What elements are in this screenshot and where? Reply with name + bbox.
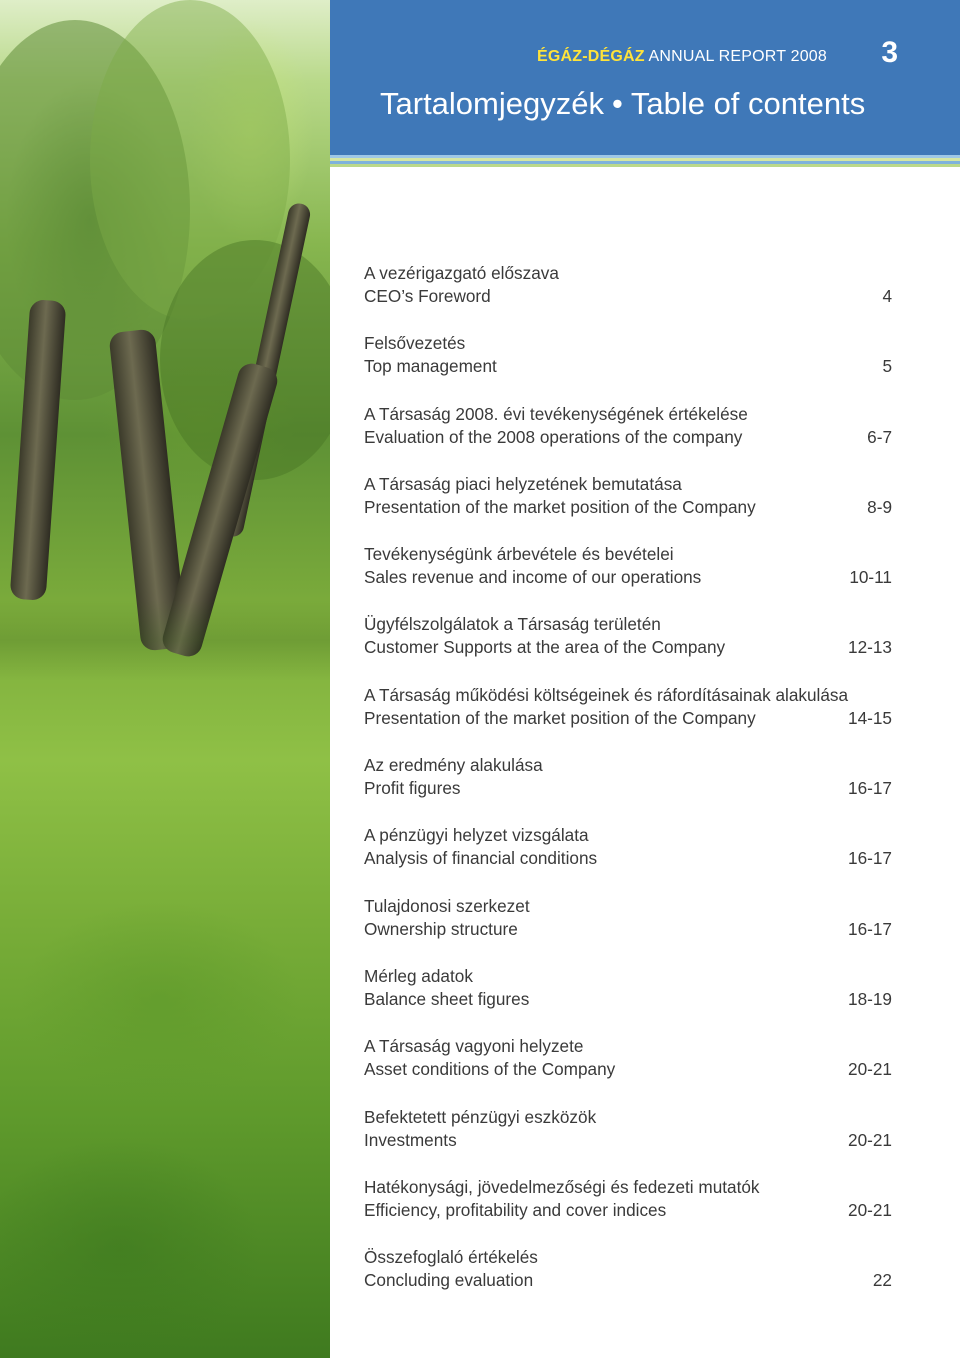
toc-entry-page: 16-17 xyxy=(848,848,892,869)
toc-entry-page: 10-11 xyxy=(849,567,892,588)
toc-entry-title-hungarian: Felsővezetés xyxy=(364,333,466,354)
toc-entry-title-hungarian: A Társaság vagyoni helyzete xyxy=(364,1036,584,1057)
cover-photo-trees xyxy=(0,0,330,1358)
toc-entry[interactable] xyxy=(364,754,892,824)
toc-entry-page: 5 xyxy=(882,356,892,377)
toc-entry-title-english: Ownership structure xyxy=(364,918,518,939)
toc-entry-title-hungarian: Hatékonysági, jövedelmezőségi és fedezeti mutatók xyxy=(364,1176,760,1197)
toc-entry-title-hungarian: A Társaság piaci helyzetének bemutatása xyxy=(364,473,682,494)
toc-entry[interactable] xyxy=(364,473,892,543)
toc-entry[interactable] xyxy=(364,965,892,1035)
toc-entry-page: 14-15 xyxy=(848,707,892,728)
toc-entry[interactable] xyxy=(364,1106,892,1176)
toc-entry-title-english: Analysis of financial conditions xyxy=(364,848,598,869)
report-name: ANNUAL REPORT 2008 xyxy=(648,48,827,65)
toc-entry-page: 22 xyxy=(872,1270,892,1291)
toc-entry[interactable] xyxy=(364,895,892,965)
toc-entry-page: 20-21 xyxy=(848,1129,892,1150)
toc-entry-title-english: Top management xyxy=(364,356,497,377)
toc-entry-page: 6-7 xyxy=(867,426,892,447)
header-stripe xyxy=(330,164,960,167)
toc-entry-title-hungarian: Ügyfélszolgálatok a Társaság területén xyxy=(364,614,661,635)
company-name: ÉGÁZ-DÉGÁZ xyxy=(536,48,645,65)
toc-entry-title-hungarian: Tulajdonosi szerkezet xyxy=(364,895,530,916)
toc-entry-page: 8-9 xyxy=(867,496,892,517)
page-number: 3 xyxy=(881,36,898,69)
toc-entry[interactable] xyxy=(364,684,892,754)
tree-shadow xyxy=(0,600,330,680)
toc-entry-title-hungarian: Összefoglaló értékelés xyxy=(364,1247,538,1268)
toc-entry-title-english: Balance sheet figures xyxy=(364,988,530,1009)
toc-entry-page: 16-17 xyxy=(848,918,892,939)
toc-entry-title-english: Presentation of the market position of the Company xyxy=(364,707,756,728)
toc-entry-title-english: Evaluation of the 2008 operations of the company xyxy=(364,426,743,447)
toc-entry-title-hungarian: Mérleg adatok xyxy=(364,965,473,986)
toc-entry-title-english: Sales revenue and income of our operations xyxy=(364,567,702,588)
toc-entry[interactable] xyxy=(364,824,892,894)
toc-entry-title-hungarian: Befektetett pénzügyi eszközök xyxy=(364,1106,597,1127)
toc-entry-title-hungarian: A Társaság 2008. évi tevékenységének értékelése xyxy=(364,403,748,424)
toc-entry-title-english: Concluding evaluation xyxy=(364,1270,534,1291)
toc-entry-page: 20-21 xyxy=(848,1199,892,1220)
toc-entry[interactable] xyxy=(364,403,892,473)
toc-entry-title-hungarian: A Társaság működési költségeinek és ráfordításainak alakulása xyxy=(364,684,849,705)
toc-entry-title-english: Profit figures xyxy=(364,778,461,799)
toc-entry-title-english: Presentation of the market position of the Company xyxy=(364,496,756,517)
toc-entry-title-english: Customer Supports at the area of the Company xyxy=(364,637,726,658)
title-hungarian: Tartalomjegyzék xyxy=(380,86,604,121)
toc-entry-title-english: Asset conditions of the Company xyxy=(364,1059,616,1080)
toc-entry[interactable] xyxy=(364,613,892,683)
toc-entry-title-hungarian: Tevékenységünk árbevétele és bevételei xyxy=(364,544,674,565)
toc-entry[interactable] xyxy=(364,543,892,613)
toc-entry-page: 12-13 xyxy=(848,637,892,658)
toc-entry-page: 16-17 xyxy=(848,778,892,799)
toc-entry-title-hungarian: A vezérigazgató előszava xyxy=(364,263,559,283)
toc-entry[interactable] xyxy=(364,1176,892,1246)
toc-entry-page: 20-21 xyxy=(848,1059,892,1080)
title-english: Table of contents xyxy=(630,86,866,121)
header-stripes xyxy=(330,155,960,167)
toc-entry-page: 4 xyxy=(882,286,892,306)
toc-entry-page: 18-19 xyxy=(848,988,892,1009)
toc-entry[interactable] xyxy=(364,1246,892,1316)
toc-entry-title-english: Investments xyxy=(364,1129,457,1150)
title-separator: • xyxy=(611,86,623,121)
report-title xyxy=(537,48,827,66)
toc-entry-title-english: Efficiency, profitability and cover indices xyxy=(364,1199,667,1220)
toc-entry[interactable] xyxy=(364,332,892,402)
toc-entry[interactable] xyxy=(364,262,892,332)
page-title xyxy=(380,86,865,122)
toc-entry-title-hungarian: A pénzügyi helyzet vizsgálata xyxy=(364,825,589,846)
toc-entry-title-hungarian: Az eredmény alakulása xyxy=(364,755,543,776)
toc-entry-title-english: CEO’s Foreword xyxy=(364,286,491,306)
header-banner xyxy=(330,0,960,155)
table-of-contents xyxy=(364,262,892,1316)
toc-entry[interactable] xyxy=(364,1035,892,1105)
